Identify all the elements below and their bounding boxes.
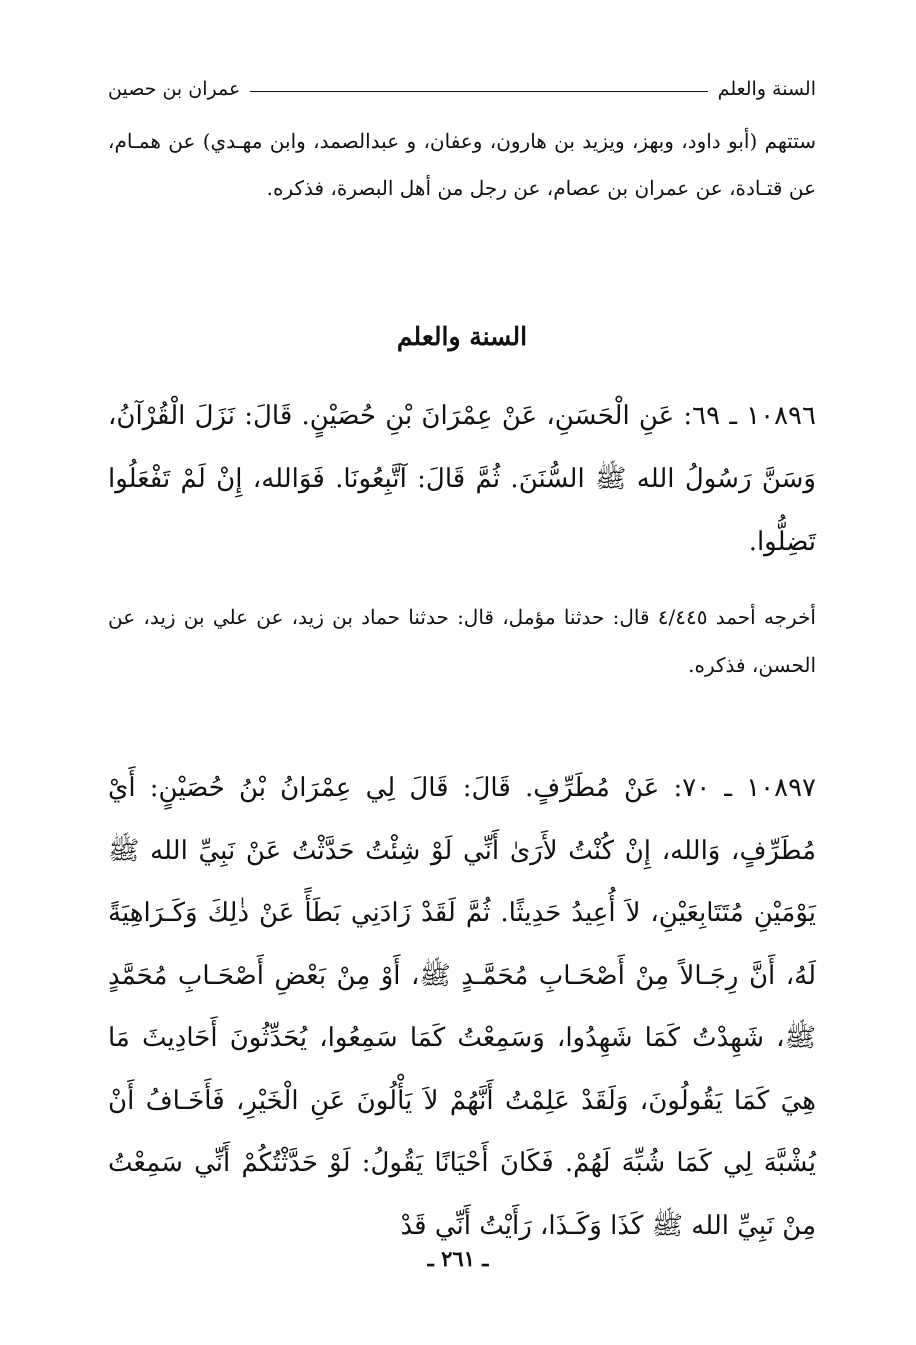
carryover-paragraph: ستتهم (أبو داود، وبهز، ويزيد بن هارون، وعفان، و عبدالصمد، وابن مهـدي) عن همـام، عن قتـادة، عن عمران بن عصام، عن رجل من أهل البصرة، فذكره.: [108, 129, 816, 200]
hadith-10896-takhrij: أخرجه أحمد ٤/٤٤٥ قال: حدثنا مؤمل، قال: حدثنا حماد بن زيد، عن علي بن زيد، عن الحسن، فذكره.: [108, 605, 816, 677]
header-section-title: السنة والعلم: [717, 78, 816, 100]
page-number: ـ ٢٦١ ـ: [427, 1246, 489, 1271]
running-header: [108, 72, 816, 106]
header-rule: [250, 91, 707, 92]
header-narrator-name: عمران بن حصين: [108, 78, 241, 100]
section-heading: السنة والعلم: [396, 322, 528, 351]
hadith-10896: ١٠٨٩٦ ـ ٦٩: عَنِ الْحَسَنِ، عَنْ عِمْرَانَ بْنِ حُصَيْنٍ. قَالَ: نَزَلَ الْقُرْآنُ، وَسَنَّ رَسُولُ الله ﷺ السُّنَنَ. ثُمَّ قَالَ: آتَّبِعُونَا. فَوَالله، إِنْ لَمْ تَفْعَلُوا تَضِلُّوا.: [108, 401, 816, 557]
hadith-10897: ١٠٨٩٧ ـ ٧٠: عَنْ مُطَرِّفٍ. قَالَ: قَالَ لِي عِمْرَانُ بْنُ حُصَيْنٍ: أَيْ مُطَرِّفٍ، وَالله، إِنْ كُنْتُ لأَرَىٰ أَنِّي لَوْ شِئْتُ حَدَّثْتُ عَنْ نَبِيِّ الله ﷺ يَوْمَيْنِ مُتَتَابِعَيْنِ، لاَ أُعِيدُ حَدِيثًا. ثُمَّ لَقَدْ زَادَنِي بَطَأً عَنْ ذٰلِكَ وَكَـرَاهِيَةً لَهُ، أَنَّ رِجَـالاً مِنْ أَصْحَـابِ مُحَمَّـدٍ ﷺ، أَوْ مِنْ بَعْضِ أَصْحَـابِ مُحَمَّدٍ ﷺ، شَهِدْتُ كَمَا شَهِدُوا، وَسَمِعْتُ كَمَا سَمِعُوا، يُحَدِّثُونَ أَحَادِيثَ مَا هِيَ كَمَا يَقُولُونَ، وَلَقَدْ عَلِمْتُ أَنَّهُمْ لاَ يَأْلُونَ عَنِ الْخَيْرِ، فَأَخَـافُ أَنْ يُشْبَّهَ لِي كَمَا شُبِّهَ لَهُمْ. فَكَانَ أَحْيَانًا يَقُولُ: لَوْ حَدَّثْتُكُمْ أَنِّي سَمِعْتُ مِنْ نَبِيِّ الله ﷺ كَذَا وَكَـذَا، رَأَيْتُ أَنِّي قَدْ: [108, 773, 817, 1241]
